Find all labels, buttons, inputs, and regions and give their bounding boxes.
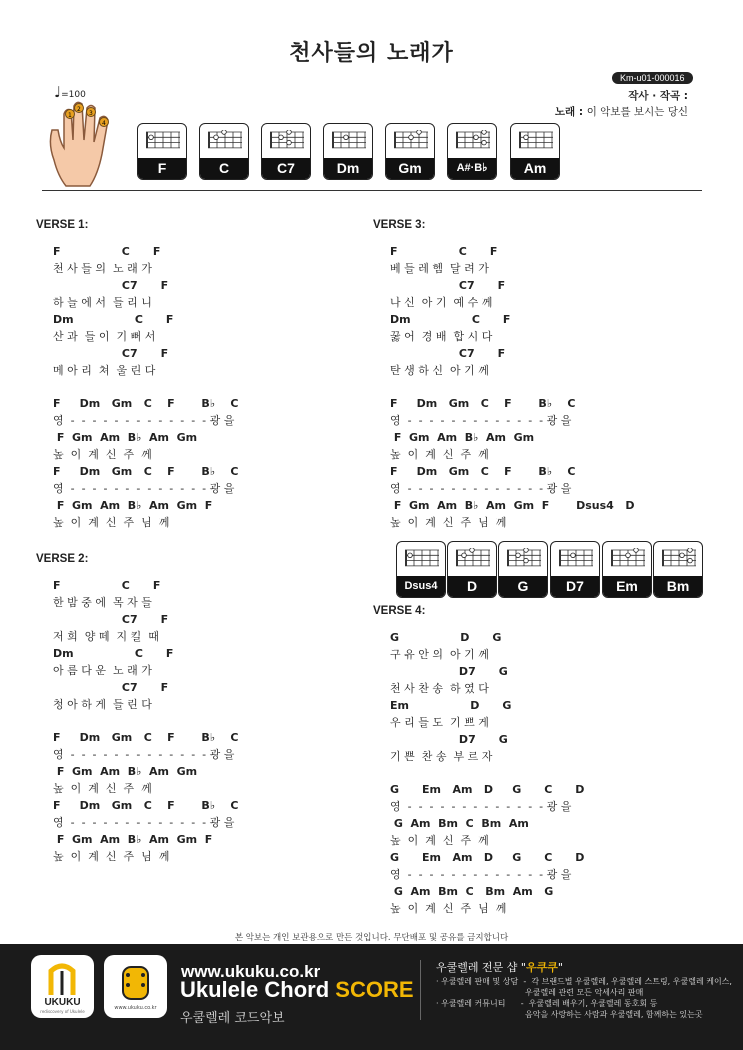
chord-name: D (448, 576, 496, 597)
chord-line: F C F (53, 579, 161, 592)
chord-line: D7 G (390, 665, 508, 678)
chord-line: F Gm Am B♭ Am Gm (390, 431, 535, 444)
logo-subtext: rediscovery of Ukulele (40, 1009, 85, 1014)
lyric-line: 우 리 들 도 기 쁘 게 (390, 716, 489, 729)
lyric-line: 꿇 어 경 배 합 시 다 (390, 330, 493, 343)
chord-line: G D G (390, 631, 502, 644)
chord-name: Am (511, 158, 559, 179)
tempo-value: =100 (61, 90, 86, 100)
chord-line: F Gm Am B♭ Am Gm F (53, 833, 213, 846)
lyric-line: 메 아 리 쳐 울 린 다 (53, 364, 156, 377)
brand-part-a: Ukulele C (180, 977, 281, 1002)
chord-name: Gm (386, 158, 434, 179)
lyric-line: 한 밤 중 에 목 자 들 (53, 596, 152, 609)
chord-line: C7 F (53, 347, 169, 360)
lyric-line: 기 쁜 찬 송 부 르 자 (390, 750, 493, 763)
lyric-line: 높 이 계 신 주 께 (53, 448, 152, 461)
footer-banner (0, 944, 743, 1050)
chord-line: C7 F (53, 613, 169, 626)
ukuku-logo (31, 955, 94, 1018)
shop-line: 우쿨렐레 관련 모든 악세사리 판매 (436, 988, 644, 997)
lyric-line: 구 유 안 의 아 기 께 (390, 648, 489, 661)
brand-part-b: hord (280, 977, 336, 1002)
hand-fingering-icon (44, 100, 124, 194)
fretboard-grid (456, 130, 490, 150)
svg-text:3: 3 (89, 110, 93, 117)
fretboard-grid (332, 130, 366, 150)
shop-line: 음악을 사랑하는 사람과 우쿨렐레, 함께하는 있는곳 (436, 1010, 703, 1019)
chord-line: G Em Am D G C D (390, 783, 585, 796)
writer-credit (628, 88, 688, 103)
verse-2-title: VERSE 2: (36, 553, 89, 565)
stanza-gap (36, 379, 356, 395)
chord-diagram (323, 123, 373, 180)
chord-line: F Dm Gm C F B♭ C (390, 465, 576, 478)
chord-name: F (138, 158, 186, 179)
chord-name: C7 (262, 158, 310, 179)
lyric-line: 영 - - - - - - - - - - - - - 광 을 (390, 482, 572, 495)
lyric-line: 청 아 하 게 들 린 다 (53, 698, 152, 711)
lyric-line: 영 - - - - - - - - - - - - - 광 을 (390, 868, 572, 881)
fretboard-grid (662, 548, 696, 568)
lyric-line: 산 과 들 이 기 뻐 서 (53, 330, 156, 343)
lyric-line: 나 신 아 기 예 수 께 (390, 296, 493, 309)
chord-name: Dsus4 (397, 576, 445, 597)
chord-diagram (447, 123, 497, 180)
svg-text:1: 1 (68, 112, 72, 119)
verse-4-title: VERSE 4: (373, 605, 426, 617)
chord-line: G Em Am D G C D (390, 851, 585, 864)
lyric-line: 높 이 계 신 주 님 께 (53, 850, 170, 863)
chord-line: F C F (390, 245, 498, 258)
svg-text:4: 4 (102, 120, 106, 127)
chord-line: C7 F (390, 279, 506, 292)
chord-line: C7 F (53, 681, 169, 694)
chord-diagram (510, 123, 560, 180)
chord-line: F Gm Am B♭ Am Gm F Dsus4 D (390, 499, 635, 512)
lyric-line: 영 - - - - - - - - - - - - - 광 을 (390, 414, 572, 427)
lyric-line: 저 희 양 떼 지 킬 때 (53, 630, 159, 643)
chord-name: G (499, 576, 547, 597)
fretboard-grid (146, 130, 180, 150)
song-title: 천사들의 노래가 (289, 41, 454, 66)
chord-line: Dm C F (53, 647, 174, 660)
verse-2 (36, 553, 356, 865)
verse-4 (373, 605, 713, 917)
verse-1 (36, 219, 356, 531)
stanza-gap (373, 379, 713, 395)
lyric-line: 영 - - - - - - - - - - - - - 광 을 (53, 748, 235, 761)
chord-diagram (653, 541, 703, 598)
shop-prefix: 우쿨렐레 전문 샵 " (436, 961, 526, 974)
lyric-line: 베 들 레 헴 달 려 가 (390, 262, 489, 275)
header-divider (42, 190, 702, 191)
fretboard-grid (611, 548, 645, 568)
chord-diagram (550, 541, 600, 598)
chord-name: Dm (324, 158, 372, 179)
fretboard-grid (507, 548, 541, 568)
lyric-line: 탄 생 하 신 아 기 께 (390, 364, 489, 377)
chord-line: F Dm Gm C F B♭ C (53, 731, 239, 744)
fretboard-grid (559, 548, 593, 568)
shop-line: · 우쿨렐레 커뮤니티 - 우쿨렐레 배우기, 우쿨렐레 동호회 등 (436, 999, 658, 1008)
lyric-line: 높 이 계 신 주 님 께 (390, 516, 507, 529)
fretboard-grid (208, 130, 242, 150)
lyric-line: 영 - - - - - - - - - - - - - 광 을 (390, 800, 572, 813)
svg-text:2: 2 (77, 106, 81, 113)
shop-suffix: " (557, 961, 563, 974)
chord-diagram (602, 541, 652, 598)
brand-title (180, 977, 414, 1003)
chord-line: F Gm Am B♭ Am Gm (53, 765, 198, 778)
lyric-line: 하 늘 에 서 들 리 니 (53, 296, 152, 309)
chord-line: Dm C F (53, 313, 174, 326)
website-url[interactable]: www.ukuku.co.kr (181, 962, 321, 981)
score-code-badge: Km-u01-000016 (612, 72, 693, 84)
chord-line: F Dm Gm C F B♭ C (53, 397, 239, 410)
chord-diagram (385, 123, 435, 180)
stanza-gap (373, 765, 713, 781)
chord-line: G Am Bm C Bm Am (390, 817, 529, 830)
chord-diagram (396, 541, 446, 598)
ukuku-app-logo (104, 955, 167, 1018)
chord-name: D7 (551, 576, 599, 597)
lyric-line: 높 이 계 신 주 께 (390, 448, 489, 461)
lyric-line: 높 이 계 신 주 님 께 (390, 902, 507, 915)
brand-part-score: SCORE (335, 977, 414, 1002)
verse-3 (373, 219, 713, 531)
logo-url: www.ukuku.co.kr (114, 1005, 157, 1011)
lyric-line: 높 이 계 신 주 님 께 (53, 516, 170, 529)
lyric-line: 천 사 들 의 노 래 가 (53, 262, 152, 275)
verse-3-title: VERSE 3: (373, 219, 426, 231)
fretboard-grid (394, 130, 428, 150)
copyright-notice: 본 악보는 개인 보관용으로 만든 것입니다. 무단배포 및 공유를 금지합니다 (234, 933, 509, 943)
shop-description (436, 976, 732, 1020)
lyric-line: 영 - - - - - - - - - - - - - 광 을 (53, 414, 235, 427)
chord-line: F Dm Gm C F B♭ C (53, 465, 239, 478)
chord-diagram (137, 123, 187, 180)
lyric-line: 영 - - - - - - - - - - - - - 광 을 (53, 816, 235, 829)
fretboard-grid (405, 548, 439, 568)
singer-name: 이 악보를 보시는 당신 (586, 106, 688, 118)
chord-line: C7 F (390, 347, 506, 360)
chord-line: C7 F (53, 279, 169, 292)
brand-korean: 우쿨렐레 코드악보 (180, 1011, 285, 1026)
logo-text: UKUKU (44, 997, 81, 1008)
lyric-line: 천 사 찬 송 하 였 다 (390, 682, 489, 695)
chord-line: F Gm Am B♭ Am Gm F (53, 499, 213, 512)
chord-line: F C F (53, 245, 161, 258)
writer-label: 작사 · 작곡 : (628, 90, 688, 102)
chord-diagram (261, 123, 311, 180)
chord-diagram (199, 123, 249, 180)
verse-1-title: VERSE 1: (36, 219, 89, 231)
chord-line: F Dm Gm C F B♭ C (390, 397, 576, 410)
chord-line: Dm C F (390, 313, 511, 326)
chord-line: F Gm Am B♭ Am Gm (53, 431, 198, 444)
shop-title (436, 959, 563, 975)
chord-name: Bm (654, 576, 702, 597)
chord-line: F Dm Gm C F B♭ C (53, 799, 239, 812)
lyric-line: 높 이 계 신 주 께 (390, 834, 489, 847)
quarter-note-icon: ♩ (54, 83, 62, 101)
tempo-marking (54, 83, 86, 101)
shop-line: · 우쿨렐레 판매 및 상담 - 각 브랜드별 우쿨렐레, 우쿨렐레 스트링, 우쿨렐레 케이스, (436, 977, 732, 986)
stanza-gap (36, 713, 356, 729)
shop-name: 우쿠쿠 (525, 961, 558, 974)
chord-name: C (200, 158, 248, 179)
chord-name: A#·B♭ (448, 158, 496, 179)
chord-line: G Am Bm C Bm Am G (390, 885, 554, 898)
lyric-line: 높 이 계 신 주 께 (53, 782, 152, 795)
lyric-line: 아 름 다 운 노 래 가 (53, 664, 152, 677)
chord-line: D7 G (390, 733, 508, 746)
footer-divider (420, 960, 421, 1020)
fretboard-grid (270, 130, 304, 150)
chord-name: Em (603, 576, 651, 597)
fretboard-grid (519, 130, 553, 150)
singer-label: 노래 : (554, 106, 584, 118)
chord-diagram (447, 541, 497, 598)
singer-credit (555, 104, 688, 119)
lyric-line: 영 - - - - - - - - - - - - - 광 을 (53, 482, 235, 495)
chord-line: Em D G (390, 699, 512, 712)
fretboard-grid (456, 548, 490, 568)
chord-diagram (498, 541, 548, 598)
